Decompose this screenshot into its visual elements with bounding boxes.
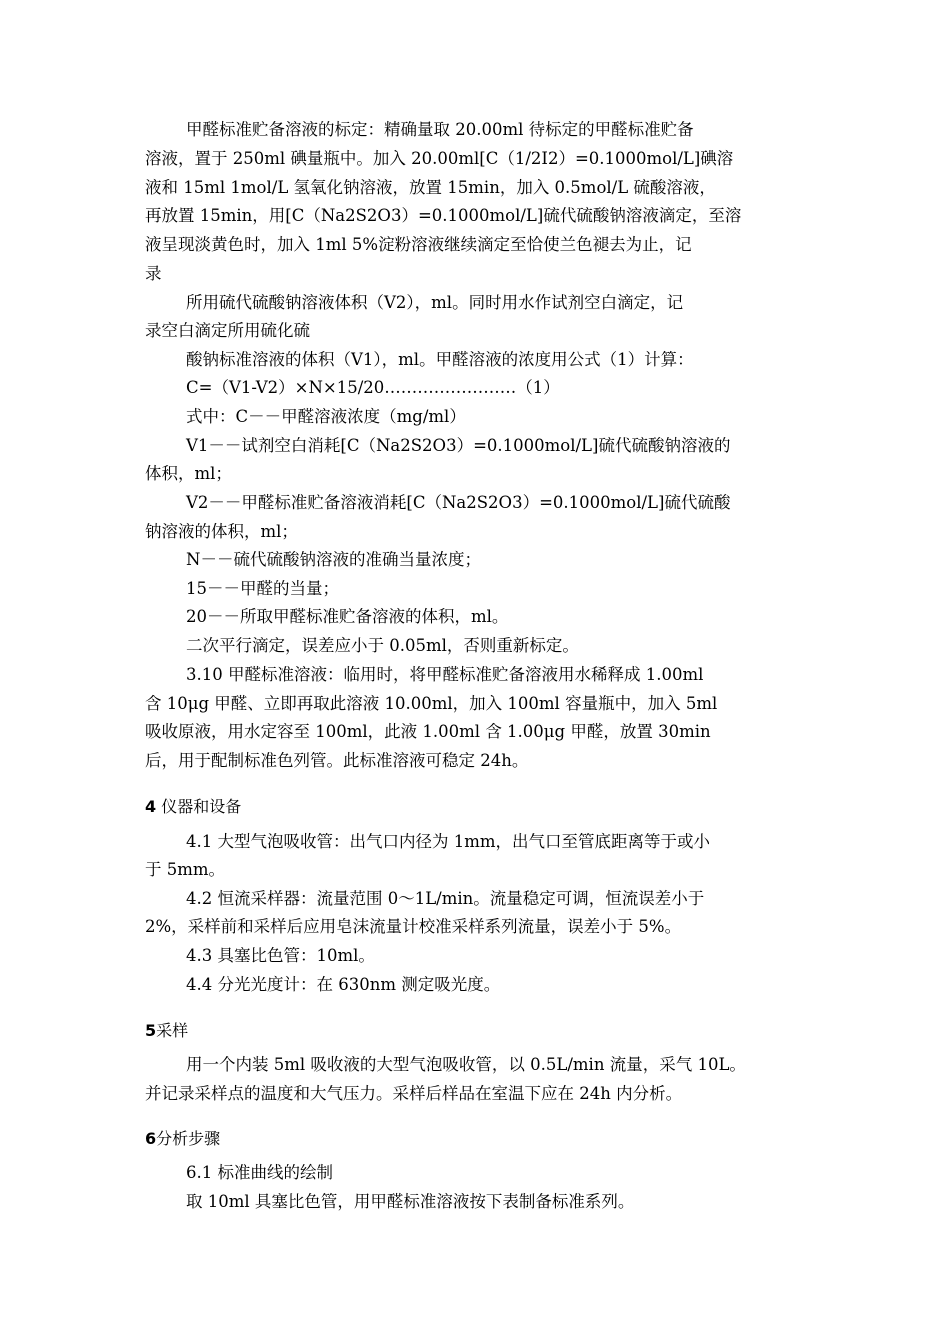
paragraph-line: 吸收原液，用水定容至 100ml，此液 1.00ml 含 1.00μg 甲醛，放置 30min <box>145 722 711 741</box>
section-number: 6 <box>145 1129 157 1148</box>
section-number: 4 <box>145 797 157 816</box>
paragraph-line: 取 10ml 具塞比色管，用甲醛标准溶液按下表制备标准系列。 <box>186 1192 635 1211</box>
section-title: 分析步骤 <box>156 1129 221 1148</box>
paragraph-line: 体积，ml； <box>145 464 232 483</box>
paragraph-line: 溶液，置于 250ml 碘量瓶中。加入 20.00ml[C（1/2I2）=0.1000mol/L]碘溶 <box>145 149 734 168</box>
paragraph-line: 于 5mm。 <box>145 860 226 879</box>
paragraph-line: 录 <box>145 264 162 283</box>
section-heading-6 <box>145 1129 805 1149</box>
paragraph-line: 所用硫代硫酸钠溶液体积（V2），ml。同时用水作试剂空白滴定，记 <box>186 293 684 312</box>
paragraph-line: N－－硫代硫酸钠溶液的准确当量浓度； <box>186 550 481 569</box>
paragraph-line: 4.3 具塞比色管：10ml。 <box>186 946 375 965</box>
paragraph-line: 再放置 15min，用[C（Na2S2O3）=0.1000mol/L]硫代硫酸钠溶液滴定，至溶 <box>145 206 742 225</box>
paragraph-line: 钠溶液的体积，ml； <box>145 522 298 541</box>
subsection-title: 6.1 标准曲线的绘制 <box>186 1163 333 1182</box>
paragraph-line: 4.1 大型气泡吸收管：出气口内径为 1mm，出气口至管底距离等于或小 <box>186 832 711 851</box>
paragraph-line: 20－－所取甲醛标准贮备溶液的体积，ml。 <box>186 607 509 626</box>
paragraph-line: V2－－甲醛标准贮备溶液消耗[C（Na2S2O3）=0.1000mol/L]硫代硫酸 <box>186 493 731 512</box>
paragraph-line: 2%，采样前和采样后应用皂沫流量计校准采样系列流量，误差小于 5%。 <box>145 917 682 936</box>
paragraph-line: 15－－甲醛的当量； <box>186 579 339 598</box>
paragraph-line: 二次平行滴定，误差应小于 0.05ml，否则重新标定。 <box>186 636 579 655</box>
paragraph-line: 酸钠标准溶液的体积（V1），ml。甲醛溶液的浓度用公式（1）计算： <box>186 350 694 369</box>
paragraph-line: 用一个内装 5ml 吸收液的大型气泡吸收管，以 0.5L/min 流量，采气 10L。 <box>186 1055 746 1074</box>
paragraph-line: V1－－试剂空白消耗[C（Na2S2O3）=0.1000mol/L]硫代硫酸钠溶液的 <box>186 436 731 455</box>
paragraph-line: 4.2 恒流采样器：流量范围 0～1L/min。流量稳定可调，恒流误差小于 <box>186 889 705 908</box>
paragraph-line: 并记录采样点的温度和大气压力。采样后样品在室温下应在 24h 内分析。 <box>145 1084 683 1103</box>
paragraph-line: 含 10μg 甲醛、立即再取此溶液 10.00ml，加入 100ml 容量瓶中，加入 5ml <box>145 694 718 713</box>
section-number: 5 <box>145 1021 157 1040</box>
section-title: 仪器和设备 <box>161 797 242 816</box>
paragraph-line: 后，用于配制标准色列管。此标准溶液可稳定 24h。 <box>145 751 529 770</box>
section-heading-5 <box>145 1021 805 1041</box>
paragraph-line: 4.4 分光光度计：在 630nm 测定吸光度。 <box>186 975 501 994</box>
paragraph-line: 甲醛标准贮备溶液的标定：精确量取 20.00ml 待标定的甲醛标准贮备 <box>186 120 694 139</box>
section-title: 采样 <box>156 1021 189 1040</box>
section-heading-4 <box>145 797 805 817</box>
paragraph-line: 液和 15ml 1mol/L 氢氧化钠溶液，放置 15min，加入 0.5mol/L 硫酸溶液， <box>145 178 716 197</box>
paragraph-line: 式中：C－－甲醛溶液浓度（mg/ml） <box>186 407 466 426</box>
paragraph-line: 录空白滴定所用硫化硫 <box>145 321 310 340</box>
paragraph-line: 3.10 甲醛标准溶液：临用时，将甲醛标准贮备溶液用水稀释成 1.00ml <box>186 665 704 684</box>
paragraph-line: 液呈现淡黄色时，加入 1ml 5%淀粉溶液继续滴定至恰使兰色褪去为止，记 <box>145 235 692 254</box>
formula-line: C=（V1-V2）×N×15/20……………………（1） <box>186 378 560 397</box>
